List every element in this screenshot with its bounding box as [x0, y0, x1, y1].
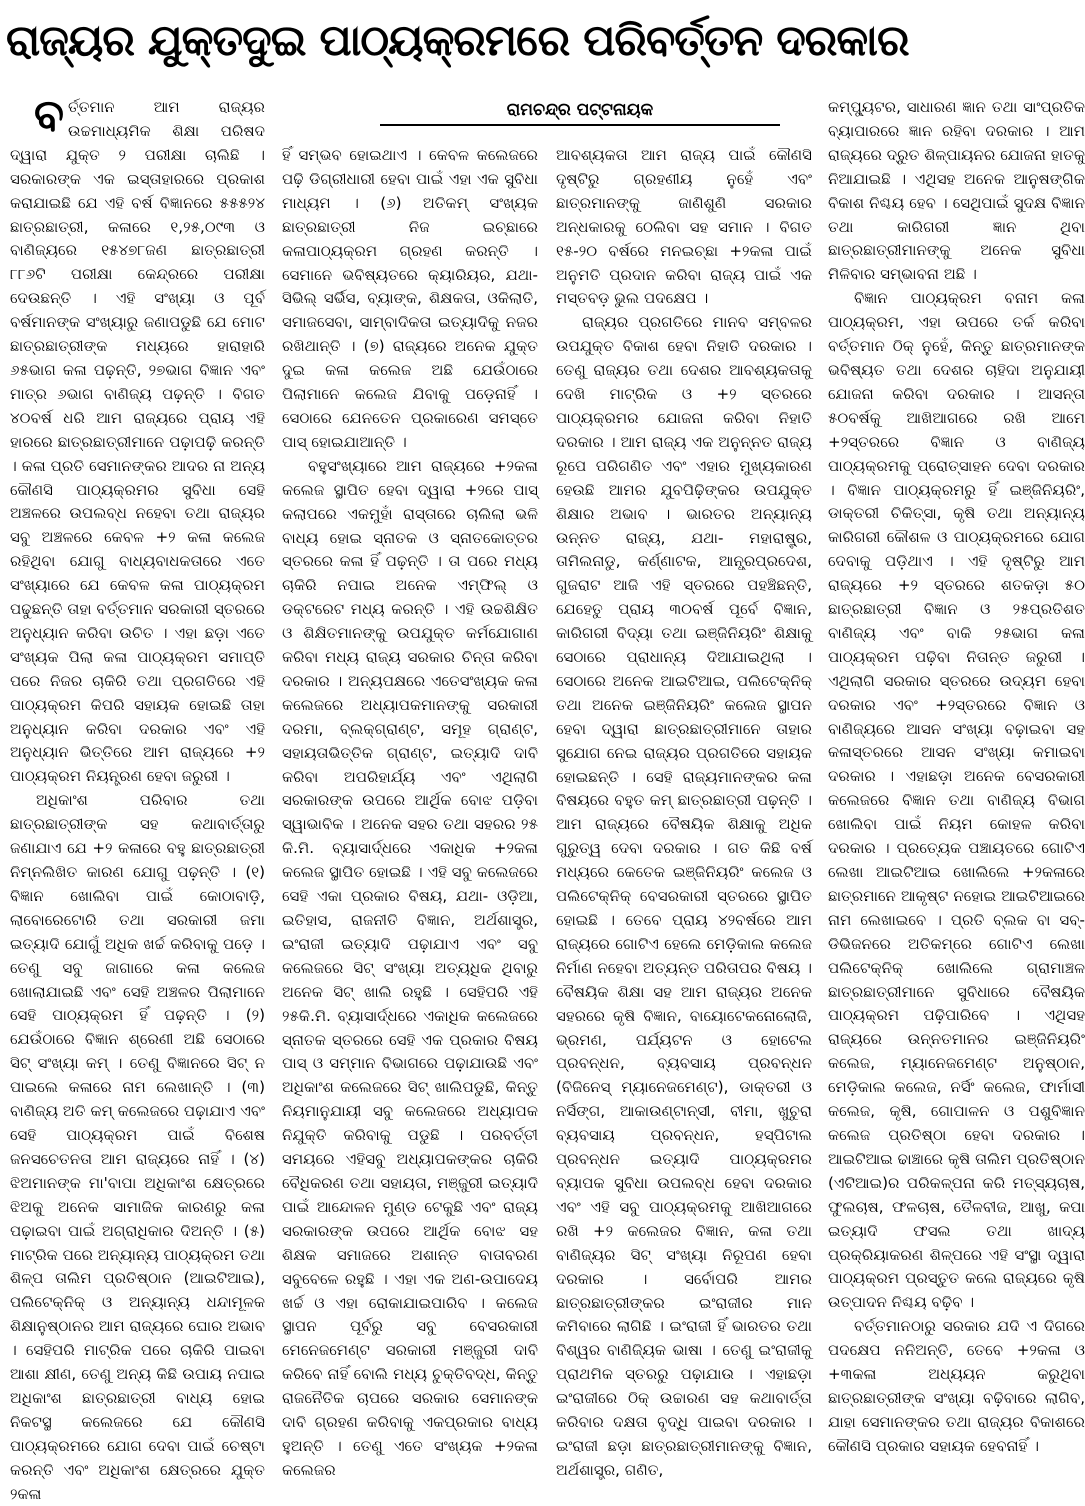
- paragraph: ବର୍ତ୍ତମାନଠାରୁ ସରକାର ଯଦି ଏ ଦିଗରେ ପଦକ୍ଷେପ ନନିଅନ୍ତି, ତେବେ +୨କଳା ଓ +୩କଳା ଅଧ୍ୟୟନ କରୁଥିବା ଛାତ୍ରଛାତ୍ରୀଙ୍କ ସଂଖ୍ୟା ବଢ଼ିବାରେ ଲାଗିବ, ଯାହା ସେମାନଙ୍କର ତଥା ରାଜ୍ୟର ବିକାଶରେ କୌଣସି ପ୍ରକାର ସହାୟକ ହେବନାହିଁ ।: [828, 1317, 1085, 1455]
- article-column-1: [10, 90, 265, 1503]
- paragraph: ହିଁ ସମ୍ଭବ ହୋଇଥାଏ । କେବଳ କଲେଜରେ ପଢ଼ି ଡିଗ୍ରୀଧାରୀ ହେବା ପାଇଁ ଏହା ଏକ ସୁବିଧା ମାଧ୍ୟମ । (୬) ଅତିକମ୍ ସଂଖ୍ୟକ ଛାତ୍ରଛାତ୍ରୀ ନିଜ ଇଚ୍ଛାରେ କଳାପାଠ୍ୟକ୍ରମ ଗ୍ରହଣ କରନ୍ତି । ସେମାନେ ଭବିଷ୍ୟତରେ କ୍ୟାରିୟର, ଯଥା- ସିଭିଲ୍ ସର୍ଭିସ, ବ୍ୟାଙ୍କ, ଶିକ୍ଷକତା, ଓକିଲାତି, ସମାଜସେବା, ସାମ୍ବାଦିକତା ଇତ୍ୟାଦିକୁ ନଜର ରଖିଥାନ୍ତି । (୭) ରାଜ୍ୟରେ ଅନେକ ଯୁକ୍ତ ଦୁଇ କଳା କଲେଜ ଅଛି ଯେଉଁଠାରେ ପିଲାମାନେ କଲେଜ ଯିବାକୁ ପଡ଼େନାହିଁ । ସେଠାରେ ଯେନତେନ ପ୍ରକାରେଣ ସମସ୍ତେ ପାସ୍ ହୋଇଯାଆନ୍ତି ।: [282, 146, 538, 451]
- paragraph-text: ର୍ତ୍ତମାନ ଆମ ରାଜ୍ୟର ଉଚ୍ଚମାଧ୍ୟମିକ ଶିକ୍ଷା ପରିଷଦ ଦ୍ୱାରା ଯୁକ୍ତ ୨ ପରୀକ୍ଷା ଚାଲିଛି । ସରକାରଙ୍କ ଏକ ଇସ୍ତାହାରରେ ପ୍ରକାଶ କରାଯାଇଛି ଯେ ଏହି ବର୍ଷ ବିଜ୍ଞାନରେ ୫୫୫୨୪ ଛାତ୍ରଛାତ୍ରୀ, କଳାରେ ୧,୨୫,୦୯୩ ଓ ବାଣିଜ୍ୟରେ ୧୫୪୭୮ଜଣ ଛାତ୍ରଛାତ୍ରୀ ୮୮୬ଟି ପରୀକ୍ଷା କେନ୍ଦ୍ରରେ ପରୀକ୍ଷା ଦେଉଛନ୍ତି । ଏହି ସଂଖ୍ୟା ଓ ପୂର୍ବ ବର୍ଷମାନଙ୍କ ସଂଖ୍ୟାରୁ ଜଣାପଡୁଛି ଯେ ମୋଟ ଛାତ୍ରଛାତ୍ରୀଙ୍କ ମଧ୍ୟରେ ହାରାହାରି ୬୫ଭାଗ କଳା ପଢ଼ନ୍ତି, ୨୭ଭାଗ ବିଜ୍ଞାନ ଏବଂ ମାତ୍ର ୬ଭାଗ ବାଣିଜ୍ୟ ପଢ଼ନ୍ତି । ବିଗତ ୪୦ବର୍ଷ ଧରି ଆମ ରାଜ୍ୟରେ ପ୍ରାୟ ଏହି ହାରରେ ଛାତ୍ରଛାତ୍ରୀମାନେ ପଢ଼ାପଢ଼ି କରନ୍ତି । କଳା ପ୍ରତି ସେମାନଙ୍କର ଆଦର ନା ଅନ୍ୟ କୌଣସି ପାଠ୍ୟକ୍ରମର ସୁବିଧା ସେହି ଅଞ୍ଚଳରେ ଉପଲବ୍ଧ ନହେବା ତଥା ରାଜ୍ୟର ସବୁ ଅଞ୍ଚଳରେ କେବଳ +୨ କଳା କଲେଜ ରହିଥିବା ଯୋଗୁ ବାଧ୍ୟବାଧକତାରେ ଏତେ ସଂଖ୍ୟାରେ ଯେ କେବଳ କଳା ପାଠ୍ୟକ୍ରମ ପଢୁଛନ୍ତି ତାହା ବର୍ତ୍ତମାନ ସରକାରୀ ସ୍ତରରେ ଅନୁଧ୍ୟାନ କରିବା ଉଚିତ । ଏହା ଛଡ଼ା ଏତେ ସଂଖ୍ୟକ ପିଲା କଳା ପାଠ୍ୟକ୍ରମ ସମାପ୍ତି ପରେ ନିଜର ଚାକିରି ତଥା ପ୍ରଗତିରେ ଏହି ପାଠ୍ୟକ୍ରମ କିପରି ସହାୟକ ହୋଇଛି ତାହା ଅନୁଧ୍ୟାନ କରିବା ଦରକାର ଏବଂ ଏହି ଅନୁଧ୍ୟାନ ଭିତ୍ତିରେ ଆମ ରାଜ୍ୟରେ +୨ ପାଠ୍ୟକ୍ରମ ନିୟନ୍ତ୍ରଣ ହେବା ଜରୁରୀ ।: [10, 98, 265, 786]
- article-column-2: [282, 144, 538, 1479]
- paragraph: ରାଜ୍ୟର ପ୍ରଗତିରେ ମାନବ ସମ୍ବଳର ଉପଯୁକ୍ତ ବିକାଶ ହେବା ନିହାତି ଦରକାର । ତେଣୁ ରାଜ୍ୟର ତଥା ଦେଶର ଆବଶ୍ୟକତାକୁ ଦେଖି ମାଟ୍ରିକ ଓ +୨ ସ୍ତରରେ ପାଠ୍ୟକ୍ରମର ଯୋଜନା କରିବା ନିହାତି ଦରକାର । ଆମ ରାଜ୍ୟ ଏକ ଅନୁନ୍ନତ ରାଜ୍ୟ ରୂପେ ପରିଗଣିତ ଏବଂ ଏହାର ମୁଖ୍ୟକାରଣ ହେଉଛି ଆମର ଯୁବପିଢ଼ିଙ୍କର ଉପଯୁକ୍ତ ଶିକ୍ଷାର ଅଭାବ । ଭାରତର ଅନ୍ୟାନ୍ୟ ଉନ୍ନତ ରାଜ୍ୟ, ଯଥା- ମହାରାଷ୍ଟ୍ର, ତାମିଲନାଡୁ, କର୍ଣ୍ଣାଟକ, ଆନ୍ଧ୍ରପ୍ରଦେଶ, ଗୁଜରାଟ ଆଜି ଏହି ସ୍ତରରେ ପହଞ୍ଚିଛନ୍ତି, ଯେହେତୁ ପ୍ରାୟ ୩୦ବର୍ଷ ପୂର୍ବେ ବିଜ୍ଞାନ, କାରିଗରୀ ବିଦ୍ୟା ତଥା ଇଞ୍ଜିନିୟରିଂ ଶିକ୍ଷାକୁ ସେଠାରେ ପ୍ରାଧାନ୍ୟ ଦିଆଯାଇଥିଲା । ସେଠାରେ ଅନେକ ଆଇଟିଆଇ, ପଲିଟେକ୍ନିକ୍ ତଥା ଅନେକ ଇଞ୍ଜିନିୟରିଂ କଲେଜ ସ୍ଥାପନ ହେବା ଦ୍ୱାରା ଛାତ୍ରଛାତ୍ରୀମାନେ ତାହାର ସୁଯୋଗ ନେଇ ରାଜ୍ୟର ପ୍ରଗତିରେ ସହାୟକ ହୋଇଛନ୍ତି । ସେହି ରାଜ୍ୟମାନଙ୍କର କଳା ବିଷୟରେ ବହୁତ କମ୍ ଛାତ୍ରଛାତ୍ରୀ ପଢ଼ନ୍ତି । ଆମ ରାଜ୍ୟରେ ବୈଷୟିକ ଶିକ୍ଷାକୁ ଅଧିକ ଗୁରୁତ୍ୱ ଦେବା ଦରକାର । ଗତ କିଛି ବର୍ଷ ମଧ୍ୟରେ କେତେକ ଇଞ୍ଜିନିୟରିଂ କଲେଜ ଓ ପଲିଟେକ୍ନିକ୍ ବେସରକାରୀ ସ୍ତରରେ ସ୍ଥାପିତ ହୋଇଛି । ତେବେ ପ୍ରାୟ ୪୨ବର୍ଷରେ ଆମ ରାଜ୍ୟରେ ଗୋଟିଏ ହେଲେ ମେଡ଼ିକାଲ କଲେଜ ନିର୍ମାଣ ନହେବା ଅତ୍ୟନ୍ତ ପରିତାପର ବିଷୟ । ବୈଷୟିକ ଶିକ୍ଷା ସହ ଆମ ରାଜ୍ୟର ଅନେକ ସହରରେ କୃଷି ବିଜ୍ଞାନ, ବାୟୋଟେକନୋଲୋଜି, ଭ୍ରମଣ, ପର୍ଯ୍ୟଟନ ଓ ହୋଟେଲ ପ୍ରବନ୍ଧନ, ବ୍ୟବସାୟ ପ୍ରବନ୍ଧନ (ବିଜିନେସ୍ ମ୍ୟାନେଜମେଣ୍ଟ), ଡାକ୍ତରୀ ଓ ନର୍ସିଙ୍ଗ, ଆକାଉଣ୍ଟାନ୍‌ସୀ, ବୀମା, ଖୁଚୁରା ବ୍ୟବସାୟ ପ୍ରବନ୍ଧନ, ହସ୍‌ପିଟାଲ ପ୍ରବନ୍ଧନ ଇତ୍ୟାଦି ପାଠ୍ୟକ୍ରମର ବ୍ୟାପକ ସୁବିଧା ଉପଲବ୍ଧ ହେବା ଦରକାର ଏବଂ ଏହି ସବୁ ପାଠ୍ୟକ୍ରମକୁ ଆଖିଆଗରେ ରଖି +୨ କଲେଜର ବିଜ୍ଞାନ, କଳା ତଥା ବାଣିଜ୍ୟର ସିଟ୍ ସଂଖ୍ୟା ନିରୂପଣ ହେବା ଦରକାର । ସର୍ବୋପରି ଆମର ଛାତ୍ରଛାତ୍ରୀଙ୍କର ଇଂରାଜୀର ମାନ କମିବାରେ ଲାଗିଛି । ଇଂରାଜୀ ହିଁ ଭାରତର ତଥା ବିଶ୍ୱର ବାଣିଜ୍ୟିକ ଭାଷା । ତେଣୁ ଇଂରାଜୀକୁ ପ୍ରାଥମିକ ସ୍ତରରୁ ପଢ଼ାଯାଉ । ଏହାଛଡ଼ା ଇଂରାଜୀରେ ଠିକ୍ ଉଚ୍ଚାରଣ ସହ କଥାବାର୍ତ୍ତା କରିବାର ଦକ୍ଷତା ବୃଦ୍ଧି ପାଇବା ଦରକାର । ଇଂରାଜୀ ଛଡ଼ା ଛାତ୍ରଛାତ୍ରୀମାନଙ୍କୁ ବିଜ୍ଞାନ, ଅର୍ଥଶାସ୍ତ୍ର, ଗଣିତ,: [556, 313, 812, 1479]
- drop-cap: ବ: [34, 90, 65, 141]
- byline: ରାମଚନ୍ଦ୍ର ପଟ୍ଟନାୟକ: [506, 100, 654, 120]
- paragraph: ବିଜ୍ଞାନ ପାଠ୍ୟକ୍ରମ ବନାମ କଳା ପାଠ୍ୟକ୍ରମ, ଏହା ଉପରେ ତର୍କ କରିବା ବର୍ତ୍ତମାନ ଠିକ୍ ନୁହେଁ, କିନ୍ତୁ ଛାତ୍ରମାନଙ୍କ ଭବିଷ୍ୟତ ତଥା ଦେଶର ଚାହିଦା ଅନୁଯାୟୀ ଯୋଜନା କରିବା ଦରକାର । ଆସନ୍ତା ୫୦ବର୍ଷକୁ ଆଖିଆଗରେ ରଖି ଆମେ +୨ସ୍ତରରେ ବିଜ୍ଞାନ ଓ ବାଣିଜ୍ୟ ପାଠ୍ୟକ୍ରମକୁ ପ୍ରୋତ୍ସାହନ ଦେବା ଦରକାର । ବିଜ୍ଞାନ ପାଠ୍ୟକ୍ରମରୁ ହିଁ ଇଞ୍ଜିନିୟରିଂ, ଡାକ୍ତରୀ ଚିକିତ୍ସା, କୃଷି ତଥା ଅନ୍ୟାନ୍ୟ କାରିଗରୀ କୌଶଳ ଓ ପାଠ୍ୟକ୍ରମରେ ଯୋଗ ଦେବାକୁ ପଡ଼ିଥାଏ । ଏହି ଦୃଷ୍ଟିରୁ ଆମ ରାଜ୍ୟରେ +୨ ସ୍ତରରେ ଶତକଡ଼ା ୫୦ ଛାତ୍ରଛାତ୍ରୀ ବିଜ୍ଞାନ ଓ ୨୫ପ୍ରତିଶତ ବାଣିଜ୍ୟ ଏବଂ ବାକି ୨୫ଭାଗ କଳା ପାଠ୍ୟକ୍ରମ ପଢ଼ିବା ନିତାନ୍ତ ଜରୁରୀ । ଏଥିଲାଗି ସରକାର ସ୍ତରରେ ଉଦ୍ୟମ ହେବା ଦରକାର ଏବଂ +୨ସ୍ତରରେ ବିଜ୍ଞାନ ଓ ବାଣିଜ୍ୟରେ ଆସନ ସଂଖ୍ୟା ବଢ଼ାଇବା ସହ କଳାସ୍ତରରେ ଆସନ ସଂଖ୍ୟା କମାଇବା ଦରକାର । ଏହାଛଡ଼ା ଅନେକ ବେସରକାରୀ କଲେଜରେ ବିଜ୍ଞାନ ତଥା ବାଣିଜ୍ୟ ବିଭାଗ ଖୋଲିବା ପାଇଁ ନିୟମ କୋହଳ କରିବା ଦରକାର । ପ୍ରତ୍ୟେକ ପଞ୍ଚାୟତରେ ଗୋଟିଏ ଲେଖା ଆଇଟିଆଇ ଖୋଲିଲେ +୨କଳାରେ ଛାତ୍ରମାନେ ଆକୃଷ୍ଟ ନହୋଇ ଆଇଟିଆଇରେ ନାମ ଲେଖାଇବେ । ପ୍ରତି ବ୍ଲକ ବା ସବ୍-ଡିଭିଜନରେ ଅତିକମ୍‌ରେ ଗୋଟିଏ ଲେଖା ପଲିଟେକ୍ନିକ୍ ଖୋଲିଲେ ଗ୍ରାମାଞ୍ଚଳ ଛାତ୍ରଛାତ୍ରୀମାନେ ସୁବିଧାରେ ବୈଷୟିକ ପାଠ୍ୟକ୍ରମ ପଢ଼ିପାରିବେ । ଏଥିସହ ରାଜ୍ୟରେ ଉନ୍ନତମାନର ଇଞ୍ଜିନିୟରିଂ କଲେଜ, ମ୍ୟାନେଜମେଣ୍ଟ ଅନୁଷ୍ଠାନ, ମେଡ଼ିକାଲ କଲେଜ, ନର୍ସିଂ କଲେଜ, ଫାର୍ମାସୀ କଲେଜ, କୃଷି, ଗୋପାଳନ ଓ ପଶୁବିଜ୍ଞାନ କଲେଜ ପ୍ରତିଷ୍ଠା ହେବା ଦରକାର । ଆଇଟିଆଇ ଢାଞ୍ଚାରେ କୃଷି ତାଲିମ ପ୍ରତିଷ୍ଠାନ (ଏଟିଆଇ)ର ପରିକଳ୍ପନା କରି ମତ୍ସ୍ୟଚାଷ, ଫୁଲଚାଷ, ଫଳଚାଷ, ତୈଳବୀଜ, ଆଖୁ, କପା ଇତ୍ୟାଦି ଫସଲ ତଥା ଖାଦ୍ୟ ପ୍ରକ୍ରିୟାକରଣ ଶିଳ୍ପରେ ଏହି ସଂସ୍ଥା ଦ୍ୱାରା ପାଠ୍ୟକ୍ରମ ପ୍ରସ୍ତୁତ କଲେ ରାଜ୍ୟରେ କୃଷି ଉତ୍ପାଦନ ନିଶ୍ଚୟ ବଢ଼ିବ ।: [828, 289, 1085, 1312]
- paragraph: ବହୁସଂଖ୍ୟାରେ ଆମ ରାଜ୍ୟରେ +୨କଳା କଲେଜ ସ୍ଥାପିତ ହେବା ଦ୍ୱାରା +୨ରେ ପାସ୍ କଲାପରେ ଏକମୁହାଁ ରାସ୍ତାରେ ଚାଲିଲା ଭଳି ବାଧ୍ୟ ହୋଇ ସ୍ନାତକ ଓ ସ୍ନାତକୋତ୍ତର ସ୍ତରରେ କଳା ହିଁ ପଢ଼ନ୍ତି । ତା ପରେ ମଧ୍ୟ ଚାକିରି ନପାଇ ଅନେକ ଏମ୍‌ଫିଲ୍ ଓ ଡକ୍ଟରେଟ ମଧ୍ୟ କରନ୍ତି । ଏହି ଉଚ୍ଚଶିକ୍ଷିତ ଓ ଶିକ୍ଷିତମାନଙ୍କୁ ଉପଯୁକ୍ତ କର୍ମଯୋଗାଣ କରିବା ମଧ୍ୟ ରାଜ୍ୟ ସରକାର ଚିନ୍ତା କରିବା ଦରକାର । ଅନ୍ୟପକ୍ଷରେ ଏତେସଂଖ୍ୟକ କଳା କଲେଜରେ ଅଧ୍ୟାପକମାନଙ୍କୁ ସରକାରୀ ଦରମା, ବ୍ଲକ୍‌ଗ୍ରାଣ୍ଟ, ସମୂହ ଗ୍ରାଣ୍ଟ, ସହାୟତାଭିତ୍ତିକ ଗ୍ରାଣ୍ଟ, ଇତ୍ୟାଦି ଦାବି କରିବା ଅପରିହାର୍ଯ୍ୟ ଏବଂ ଏଥିଲାଗି ସରକାରଙ୍କ ଉପରେ ଆର୍ଥିକ ବୋଝ ପଡ଼ିବା ସ୍ୱାଭାବିକ । ଅନେକ ସହର ତଥା ସହରର ୨୫ କି.ମି. ବ୍ୟାସାର୍ଦ୍ଧରେ ଏକାଧିକ +୨କଳା କଲେଜ ସ୍ଥାପିତ ହୋଇଛି । ଏହି ସବୁ କଲେଜରେ ସେହି ଏକା ପ୍ରକାର ବିଷୟ, ଯଥା- ଓଡ଼ିଆ, ଇତିହାସ, ରାଜନୀତି ବିଜ୍ଞାନ, ଅର୍ଥଶାସ୍ତ୍ର, ଇଂରାଜୀ ଇତ୍ୟାଦି ପଢ଼ାଯାଏ ଏବଂ ସବୁ କଲେଜରେ ସିଟ୍ ସଂଖ୍ୟା ଅତ୍ୟଧିକ ଥିବାରୁ ଅନେକ ସିଟ୍ ଖାଲି ରହୁଛି । ସେହିପରି ଏହି ୨୫କି.ମି. ବ୍ୟାସାର୍ଦ୍ଧରେ ଏକାଧିକ କଲେଜରେ ସ୍ନାତକ ସ୍ତରରେ ସେହି ଏକ ପ୍ରକାର ବିଷୟ ପାସ୍ ଓ ସମ୍ମାନ ବିଭାଗରେ ପଢ଼ାଯାଉଛି ଏବଂ ଅଧିକାଂଶ କଲେଜରେ ସିଟ୍ ଖାଲିପଡୁଛି, କିନ୍ତୁ ନିୟମାନୁଯାୟୀ ସବୁ କଲେଜରେ ଅଧ୍ୟାପକ ନିଯୁକ୍ତି କରିବାକୁ ପଡୁଛି । ପରବର୍ତ୍ତୀ ସମୟରେ ଏହିସବୁ ଅଧ୍ୟାପକଙ୍କର ଚାକିରି ବୈଧିକରଣ ତଥା ସହାୟତା, ମଞ୍ଜୁରୀ ଇତ୍ୟାଦି ପାଇଁ ଆନ୍ଦୋଳନ ମୁଣ୍ଡ ଟେକୁଛି ଏବଂ ରାଜ୍ୟ ସରକାରଙ୍କ ଉପରେ ଆର୍ଥିକ ବୋଝ ସହ ଶିକ୍ଷକ ସମାଜରେ ଅଶାନ୍ତ ବାତାବରଣ ସବୁବେଳେ ରହୁଛି । ଏହା ଏକ ଅଣ-ଉପାଦେୟ ଖର୍ଚ୍ଚ ଓ ଏହା ରୋକାଯାଇପାରିବ । କଲେଜ ସ୍ଥାପନ ପୂର୍ବରୁ ସବୁ ବେସରକାରୀ ମେନେଜମେଣ୍ଟ ସରକାରୀ ମଞ୍ଜୁରୀ ଦାବି କରିବେ ନାହିଁ ବୋଲି ମଧ୍ୟ ଚୁକ୍ତିବଦ୍ଧ, କିନ୍ତୁ ରାଜନୈତିକ ଚାପରେ ସରକାର ସେମାନଙ୍କ ଦାବି ଗ୍ରହଣ କରିବାକୁ ଏକପ୍ରକାର ବାଧ୍ୟ ହୁଅନ୍ତି । ତେଣୁ ଏତେ ସଂଖ୍ୟକ +୨କଳା କଲେଜର: [282, 456, 538, 1479]
- paragraph: ଅଧିକାଂଶ ପରିବାର ତଥା ଛାତ୍ରଛାତ୍ରୀଙ୍କ ସହ କଥାବାର୍ତ୍ତାରୁ ଜଣାଯାଏ ଯେ +୨ କଳାରେ ବହୁ ଛାତ୍ରଛାତ୍ରୀ ନିମ୍ନଲିଖିତ କାରଣ ଯୋଗୁ ପଢ଼ନ୍ତି । (୧) ବିଜ୍ଞାନ ଖୋଲିବା ପାଇଁ କୋଠାବାଡ଼ି, ଲାବୋରେଟୋରି ତଥା ସରକାରୀ ଜମା ଇତ୍ୟାଦି ଯୋଗୁଁ ଅଧିକ ଖର୍ଚ୍ଚ କରିବାକୁ ପଡ଼େ । ତେଣୁ ସବୁ ଜାଗାରେ କଳା କଲେଜ ଖୋଲାଯାଇଛି ଏବଂ ସେହି ଅଞ୍ଚଳର ପିଲାମାନେ ସେହି ପାଠ୍ୟକ୍ରମ ହିଁ ପଢ଼ନ୍ତି । (୨) ଯେଉଁଠାରେ ବିଜ୍ଞାନ ଶ୍ରେଣୀ ଅଛି ସେଠାରେ ସିଟ୍ ସଂଖ୍ୟା କମ୍ । ତେଣୁ ବିଜ୍ଞାନରେ ସିଟ୍ ନ ପାଇଲେ କଳାରେ ନାମ ଲେଖାନ୍ତି । (୩) ବାଣିଜ୍ୟ ଅତି କମ୍ କଲେଜରେ ପଢ଼ାଯାଏ ଏବଂ ସେହି ପାଠ୍ୟକ୍ରମ ପାଇଁ ବିଶେଷ ଜନସଚେତନତା ଆମ ରାଜ୍ୟରେ ନାହିଁ । (୪) ଝିଅମାନଙ୍କ ମା'ବାପା ଅଧିକାଂଶ କ୍ଷେତ୍ରରେ ଝିଅକୁ ଅନେକ ସାମାଜିକ କାରଣରୁ କଳା ପଢ଼ାଇବା ପାଇଁ ଅଗ୍ରାଧିକାର ଦିଅନ୍ତି । (୫) ମାଟ୍ରିକ ପରେ ଅନ୍ୟାନ୍ୟ ପାଠ୍ୟକ୍ରମ ତଥା ଶିଳ୍ପ ତାଲିମ ପ୍ରତିଷ୍ଠାନ (ଆଇଟିଆଇ), ପଲିଟେକ୍ନିକ୍ ଓ ଅନ୍ୟାନ୍ୟ ଧନ୍ଦାମୂଳକ ଶିକ୍ଷାନୁଷ୍ଠାନର ଆମ ରାଜ୍ୟରେ ଘୋର ଅଭାବ । ସେହିପରି ମାଟ୍ରିକ ପରେ ଚାକିରି ପାଇବା ଆଶା କ୍ଷୀଣ, ତେଣୁ ଅନ୍ୟ କିଛି ଉପାୟ ନପାଇ ଅଧିକାଂଶ ଛାତ୍ରଛାତ୍ରୀ ବାଧ୍ୟ ହୋଇ ନିକଟସ୍ଥ କଲେଜରେ ଯେ କୌଣସି ପାଠ୍ୟକ୍ରମରେ ଯୋଗ ଦେବା ପାଇଁ ଚେଷ୍ଟା କରନ୍ତି ଏବଂ ଅଧିକାଂଶ କ୍ଷେତ୍ରରେ ଯୁକ୍ତ ୨କଳା: [10, 791, 265, 1503]
- article-column-3: [556, 144, 812, 1479]
- paragraph: [10, 90, 265, 789]
- byline-rule: [380, 124, 780, 126]
- article-column-4: [828, 96, 1085, 1455]
- headline: ରାଜ୍ୟର ଯୁକ୍ତଦୁଇ ପାଠ୍ୟକ୍ରମରେ ପରିବର୍ତ୍ତନ ଦରକାର: [6, 16, 909, 66]
- paragraph: ଆବଶ୍ୟକତା ଆମ ରାଜ୍ୟ ପାଇଁ କୌଣସି ଦୃଷ୍ଟିରୁ ଗ୍ରହଣୀୟ ନୁହେଁ ଏବଂ ଛାତ୍ରମାନଙ୍କୁ ଜାଣିଶୁଣି ସରକାର ଅନ୍ଧକାରକୁ ଠେଲିବା ସହ ସମାନ । ବିଗତ ୧୫-୨୦ ବର୍ଷରେ ମନଇଚ୍ଛା +୨କଳା ପାଇଁ ଅନୁମତି ପ୍ରଦାନ କରିବା ରାଜ୍ୟ ପାଇଁ ଏକ ମସ୍ତବଡ଼ ଭୁଲ ପଦକ୍ଷେପ ।: [556, 146, 812, 308]
- paragraph: କମ୍ପ୍ୟୁଟର, ସାଧାରଣ ଜ୍ଞାନ ତଥା ସାଂପ୍ରତିକ ବ୍ୟାପାରରେ ଜ୍ଞାନ ରହିବା ଦରକାର । ଆମ ରାଜ୍ୟରେ ଦ୍ରୁତ ଶିଳ୍ପାୟନର ଯୋଜନା ହାତକୁ ନିଆଯାଇଛି । ଏଥିସହ ଅନେକ ଆନୁଷଙ୍ଗିକ ବିକାଶ ନିଶ୍ଚୟ ହେବ । ସେଥିପାଇଁ ସୁଦକ୍ଷ ବିଜ୍ଞାନ ତଥା କାରିଗରୀ ଜ୍ଞାନ ଥିବା ଛାତ୍ରଛାତ୍ରୀମାନଙ୍କୁ ଅନେକ ସୁବିଧା ମିଳିବାର ସମ୍ଭାବନା ଅଛି ।: [828, 98, 1085, 284]
